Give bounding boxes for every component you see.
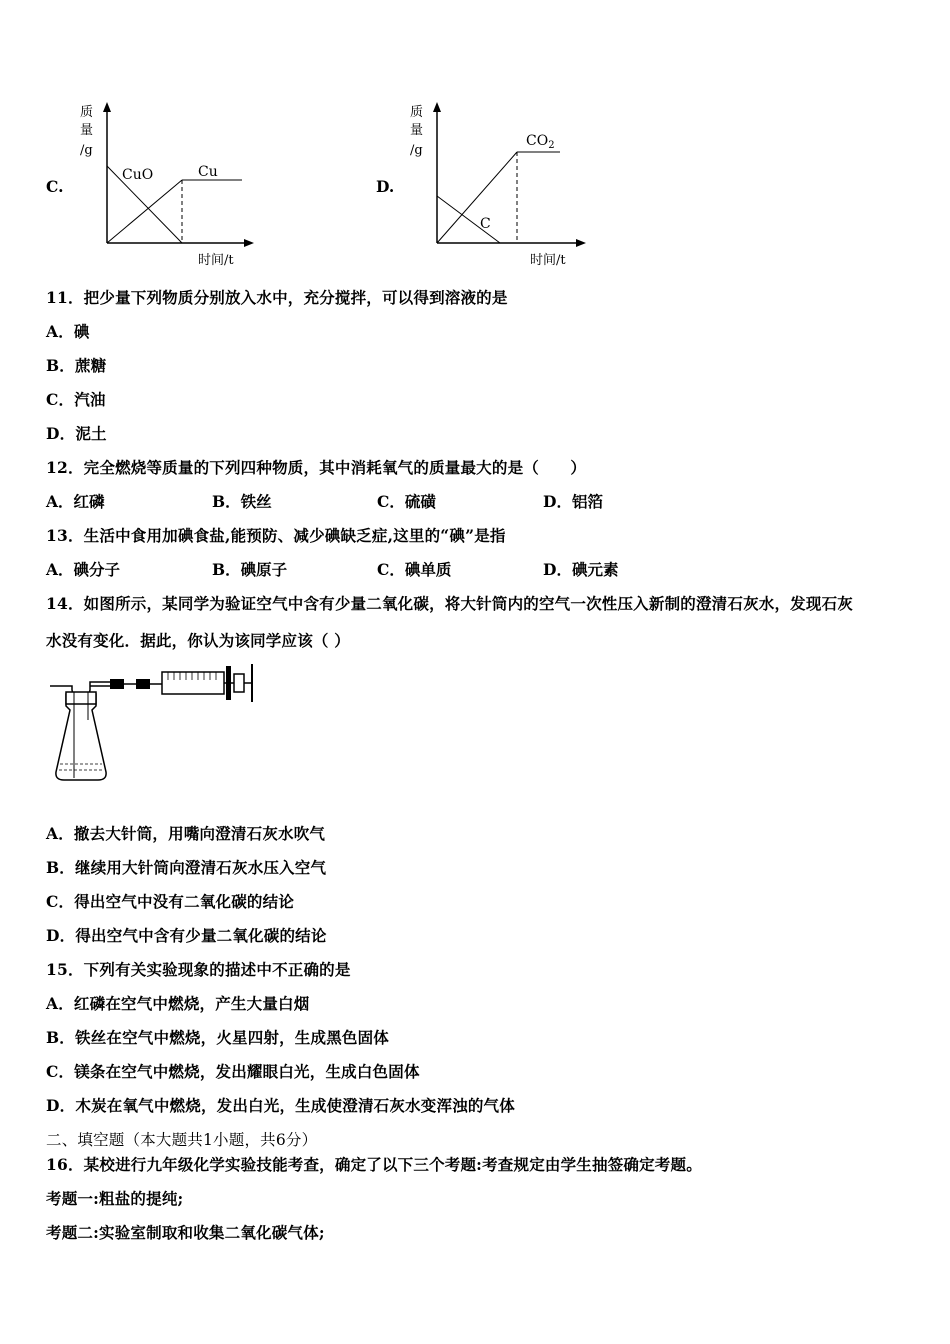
graph-c-y-label-3: /g — [80, 143, 93, 158]
q15-option-c: C．镁条在空气中燃烧，发出耀眼白光，生成白色固体 — [46, 1062, 420, 1081]
plunger-stopper — [234, 674, 244, 692]
q15-option-d: D．木炭在氧气中燃烧，发出白光，生成使澄清石灰水变浑浊的气体 — [46, 1096, 515, 1115]
graph-c-y-arrow — [103, 102, 111, 112]
graph-d-x-arrow — [576, 239, 586, 247]
q12-option-a: A．红磷 — [46, 492, 105, 511]
q13-option-c: C．碘单质 — [377, 560, 452, 579]
graph-c-x-arrow — [244, 239, 254, 247]
q15-option-b: B．铁丝在空气中燃烧，火星四射，生成黑色固体 — [46, 1028, 390, 1047]
rubber-connector-2 — [136, 679, 150, 689]
graph-d — [400, 98, 620, 268]
q16-stem: 16．某校进行九年级化学实验技能考查，确定了以下三个考题:考查规定由学生抽签确定考题。 — [46, 1155, 702, 1174]
q14-stem-line-1: 14．如图所示，某同学为验证空气中含有少量二氧化碳，将大针筒内的空气一次性压入新制的澄清石灰水，发现石灰 — [46, 594, 853, 613]
q16-topic-2: 考题二:实验室制取和收集二氧化碳气体; — [46, 1223, 325, 1242]
graph-c-x-label: 时间/t — [198, 253, 234, 268]
q12-option-b: B．铁丝 — [212, 492, 272, 511]
graph-d-x-label: 时间/t — [530, 253, 566, 268]
q14-stem-line-2: 水没有变化．据此，你认为该同学应该（ ） — [46, 631, 350, 650]
q15-option-a: A．红磷在空气中燃烧，产生大量白烟 — [46, 994, 310, 1013]
rubber-connector-1 — [110, 679, 124, 689]
graph-c — [70, 98, 270, 268]
graph-d-co2-label: $CO_2$ — [526, 133, 555, 151]
q14-option-c: C．得出空气中没有二氧化碳的结论 — [46, 892, 295, 911]
graph-d-c-label: C — [480, 216, 491, 232]
graph-d-y-label-1: 质 — [410, 105, 424, 120]
q11-stem: 11．把少量下列物质分别放入水中，充分搅拌，可以得到溶液的是 — [46, 288, 508, 307]
graph-c-cu-rise-line — [107, 180, 182, 243]
q15-stem: 15．下列有关实验现象的描述中不正确的是 — [46, 960, 351, 979]
graph-d-option-label: D. — [376, 177, 395, 196]
graph-d-y-arrow — [433, 102, 441, 112]
q14-option-b: B．继续用大针筒向澄清石灰水压入空气 — [46, 858, 327, 877]
q11-option-b: B．蔗糖 — [46, 356, 107, 375]
section-2-title: 二、填空题（本大题共1小题，共6分） — [46, 1131, 318, 1149]
q11-option-a: A．碘 — [46, 322, 90, 341]
q12-option-d: D．铝箔 — [543, 492, 603, 511]
graph-d-y-label-3: /g — [410, 143, 423, 158]
graph-c-option-label: C. — [46, 177, 64, 196]
conical-flask — [56, 694, 106, 780]
graph-d-y-label-2: 量 — [410, 123, 424, 138]
q12-option-c: C．硫磺 — [377, 492, 436, 511]
q16-topic-1: 考题一:粗盐的提纯; — [46, 1189, 184, 1208]
syringe-barrel — [162, 672, 224, 694]
q11-option-d: D．泥土 — [46, 424, 107, 443]
graph-c-y-label-1: 质 — [80, 105, 94, 120]
graph-c-cuo-label: CuO — [122, 167, 154, 183]
q14-option-d: D．得出空气中含有少量二氧化碳的结论 — [46, 926, 327, 945]
syringe-flask-apparatus — [44, 660, 274, 790]
q13-option-b: B．碘原子 — [212, 560, 288, 579]
q13-stem: 13．生活中食用加碘食盐,能预防、减少碘缺乏症,这里的“碘”是指 — [46, 526, 506, 545]
graph-c-cu-label: Cu — [198, 164, 218, 180]
graph-d-co2-rise-line — [437, 152, 517, 243]
rubber-stopper — [66, 692, 96, 704]
q13-option-a: A．碘分子 — [46, 560, 121, 579]
q12-stem: 12．完全燃烧等质量的下列四种物质，其中消耗氧气的质量最大的是（ ） — [46, 458, 587, 477]
q14-option-a: A．撤去大针筒，用嘴向澄清石灰水吹气 — [46, 824, 326, 843]
q13-option-d: D．碘元素 — [543, 560, 619, 579]
q11-option-c: C．汽油 — [46, 390, 106, 409]
graph-c-y-label-2: 量 — [80, 123, 94, 138]
plunger-head — [226, 666, 231, 700]
